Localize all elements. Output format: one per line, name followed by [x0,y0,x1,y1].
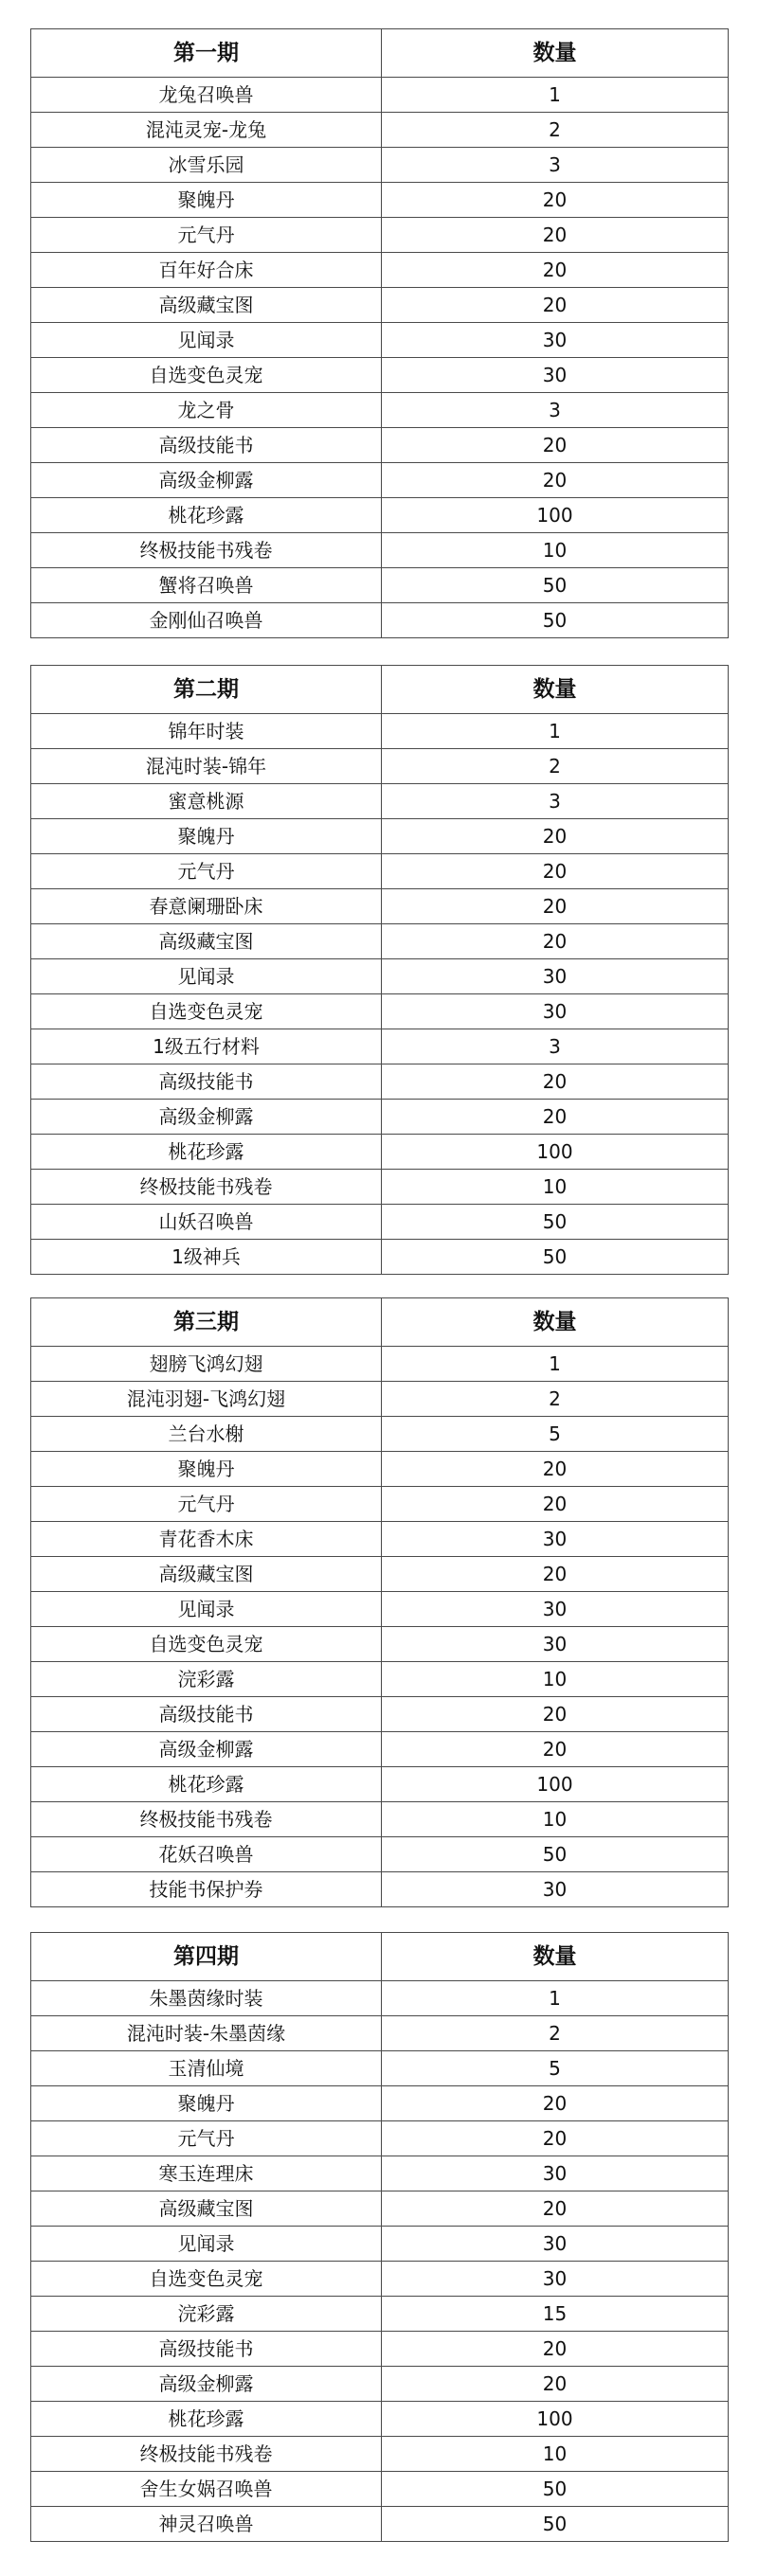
item-quantity-cell: 1 [382,714,729,749]
quantity-header: 数量 [382,1298,729,1347]
table-row [31,1662,729,1697]
item-name-cell: 高级技能书 [31,428,382,463]
table-header-row [31,1298,729,1347]
table-row [31,1767,729,1802]
item-quantity-cell: 30 [382,1627,729,1662]
item-quantity-cell: 20 [382,889,729,924]
item-name-cell: 桃花珍露 [31,1767,382,1802]
table-row [31,1135,729,1170]
item-quantity-cell: 20 [382,1487,729,1522]
item-quantity-cell: 20 [382,1064,729,1100]
item-name-cell: 桃花珍露 [31,1135,382,1170]
item-name-cell: 聚魄丹 [31,1452,382,1487]
item-quantity-cell: 20 [382,924,729,959]
item-name-cell: 元气丹 [31,2121,382,2156]
table-row [31,498,729,533]
period-1-table [30,28,729,638]
table-row [31,1592,729,1627]
item-quantity-cell: 20 [382,183,729,218]
table-row [31,2297,729,2332]
item-name-cell: 元气丹 [31,854,382,889]
period-3-block [30,1297,728,1907]
item-quantity-cell: 20 [382,2332,729,2367]
table-row [31,2262,729,2297]
item-name-cell: 兰台水榭 [31,1417,382,1452]
item-name-cell: 高级技能书 [31,1064,382,1100]
table-row [31,603,729,638]
item-quantity-cell: 20 [382,819,729,854]
item-quantity-cell: 30 [382,323,729,358]
item-quantity-cell: 20 [382,1100,729,1135]
item-quantity-cell: 20 [382,288,729,323]
item-name-cell: 混沌灵宠-龙兔 [31,113,382,148]
item-quantity-cell: 20 [382,2121,729,2156]
item-quantity-cell: 100 [382,1135,729,1170]
table-row [31,2367,729,2402]
item-quantity-cell: 50 [382,1205,729,1240]
item-name-cell: 混沌时装-朱墨茵缘 [31,2016,382,2051]
item-name-cell: 高级技能书 [31,1697,382,1732]
table-row [31,393,729,428]
period-4-block [30,1932,728,2542]
item-name-cell: 翅膀飞鸿幻翅 [31,1347,382,1382]
table-row [31,148,729,183]
item-name-cell: 蟹将召唤兽 [31,568,382,603]
table-row [31,113,729,148]
item-quantity-cell: 100 [382,1767,729,1802]
item-name-cell: 1级五行材料 [31,1029,382,1064]
item-name-cell: 自选变色灵宠 [31,358,382,393]
item-name-cell: 锦年时装 [31,714,382,749]
item-quantity-cell: 30 [382,2262,729,2297]
item-quantity-cell: 30 [382,959,729,994]
item-name-cell: 寒玉连理床 [31,2156,382,2191]
item-name-cell: 浣彩露 [31,2297,382,2332]
table-row [31,749,729,784]
item-quantity-cell: 30 [382,2227,729,2262]
item-quantity-cell: 30 [382,1872,729,1907]
item-quantity-cell: 20 [382,854,729,889]
item-quantity-cell: 50 [382,2507,729,2542]
table-row [31,2437,729,2472]
table-row [31,2086,729,2121]
table-row [31,1732,729,1767]
table-row [31,854,729,889]
item-name-cell: 见闻录 [31,1592,382,1627]
item-quantity-cell: 10 [382,1662,729,1697]
table-header-row [31,1933,729,1981]
item-quantity-cell: 50 [382,1837,729,1872]
item-quantity-cell: 3 [382,148,729,183]
table-row [31,2227,729,2262]
item-quantity-cell: 3 [382,393,729,428]
item-name-cell: 见闻录 [31,2227,382,2262]
item-name-cell: 见闻录 [31,959,382,994]
item-name-cell: 高级技能书 [31,2332,382,2367]
period-4-table [30,1932,729,2542]
quantity-header: 数量 [382,29,729,78]
table-row [31,924,729,959]
item-quantity-cell: 20 [382,218,729,253]
table-row [31,253,729,288]
table-header-row [31,666,729,714]
table-row [31,568,729,603]
table-row [31,1240,729,1275]
period-1-block [30,28,728,638]
item-quantity-cell: 10 [382,533,729,568]
item-quantity-cell: 2 [382,113,729,148]
table-row [31,1522,729,1557]
item-name-cell: 朱墨茵缘时装 [31,1981,382,2016]
item-name-cell: 高级金柳露 [31,1732,382,1767]
table-row [31,1697,729,1732]
item-name-cell: 花妖召唤兽 [31,1837,382,1872]
table-row [31,1100,729,1135]
item-name-cell: 混沌羽翅-飞鸿幻翅 [31,1382,382,1417]
table-row [31,78,729,113]
period-title: 第四期 [31,1933,382,1981]
table-row [31,1347,729,1382]
table-row [31,1487,729,1522]
item-name-cell: 聚魄丹 [31,2086,382,2121]
item-name-cell: 终极技能书残卷 [31,533,382,568]
item-quantity-cell: 10 [382,1170,729,1205]
quantity-header: 数量 [382,1933,729,1981]
item-name-cell: 1级神兵 [31,1240,382,1275]
item-quantity-cell: 100 [382,2402,729,2437]
item-quantity-cell: 20 [382,1732,729,1767]
table-row [31,1382,729,1417]
item-quantity-cell: 10 [382,1802,729,1837]
table-row [31,1170,729,1205]
item-name-cell: 聚魄丹 [31,183,382,218]
table-row [31,183,729,218]
table-row [31,1029,729,1064]
period-title: 第一期 [31,29,382,78]
period-2-table [30,665,729,1275]
item-name-cell: 元气丹 [31,1487,382,1522]
item-name-cell: 春意阑珊卧床 [31,889,382,924]
item-name-cell: 终极技能书残卷 [31,2437,382,2472]
table-row [31,1627,729,1662]
table-row [31,2121,729,2156]
item-quantity-cell: 20 [382,1557,729,1592]
item-name-cell: 山妖召唤兽 [31,1205,382,1240]
table-row [31,714,729,749]
table-row [31,323,729,358]
item-name-cell: 青花香木床 [31,1522,382,1557]
period-title: 第二期 [31,666,382,714]
table-row [31,2051,729,2086]
item-name-cell: 玉清仙境 [31,2051,382,2086]
item-quantity-cell: 50 [382,603,729,638]
table-row [31,819,729,854]
item-name-cell: 聚魄丹 [31,819,382,854]
table-row [31,1557,729,1592]
item-quantity-cell: 20 [382,1697,729,1732]
item-quantity-cell: 30 [382,2156,729,2191]
table-row [31,2507,729,2542]
table-header-row [31,29,729,78]
table-row [31,358,729,393]
item-quantity-cell: 15 [382,2297,729,2332]
item-name-cell: 百年好合床 [31,253,382,288]
table-row [31,1452,729,1487]
item-quantity-cell: 20 [382,428,729,463]
table-row [31,1064,729,1100]
period-3-table [30,1297,729,1907]
item-quantity-cell: 30 [382,1522,729,1557]
item-name-cell: 金刚仙召唤兽 [31,603,382,638]
item-quantity-cell: 3 [382,1029,729,1064]
table-row [31,428,729,463]
item-quantity-cell: 30 [382,358,729,393]
item-name-cell: 高级藏宝图 [31,288,382,323]
item-quantity-cell: 20 [382,1452,729,1487]
item-name-cell: 高级金柳露 [31,1100,382,1135]
table-row [31,1205,729,1240]
item-quantity-cell: 2 [382,2016,729,2051]
item-name-cell: 桃花珍露 [31,2402,382,2437]
item-name-cell: 蜜意桃源 [31,784,382,819]
item-name-cell: 龙兔召唤兽 [31,78,382,113]
table-row [31,1981,729,2016]
table-row [31,2472,729,2507]
item-quantity-cell: 5 [382,2051,729,2086]
table-row [31,1837,729,1872]
item-name-cell: 神灵召唤兽 [31,2507,382,2542]
table-row [31,2191,729,2227]
item-name-cell: 终极技能书残卷 [31,1170,382,1205]
period-2-block [30,665,728,1275]
item-quantity-cell: 100 [382,498,729,533]
item-name-cell: 自选变色灵宠 [31,1627,382,1662]
table-row [31,1417,729,1452]
item-quantity-cell: 20 [382,463,729,498]
item-quantity-cell: 3 [382,784,729,819]
table-row [31,2156,729,2191]
quantity-header: 数量 [382,666,729,714]
item-quantity-cell: 10 [382,2437,729,2472]
item-quantity-cell: 30 [382,994,729,1029]
item-name-cell: 桃花珍露 [31,498,382,533]
table-row [31,288,729,323]
item-name-cell: 自选变色灵宠 [31,2262,382,2297]
item-name-cell: 舍生女娲召唤兽 [31,2472,382,2507]
table-row [31,463,729,498]
item-quantity-cell: 2 [382,1382,729,1417]
table-row [31,994,729,1029]
item-quantity-cell: 2 [382,749,729,784]
item-name-cell: 高级藏宝图 [31,1557,382,1592]
item-quantity-cell: 5 [382,1417,729,1452]
table-row [31,889,729,924]
item-name-cell: 冰雪乐园 [31,148,382,183]
table-row [31,533,729,568]
table-row [31,2332,729,2367]
table-row [31,784,729,819]
item-name-cell: 见闻录 [31,323,382,358]
item-quantity-cell: 30 [382,1592,729,1627]
item-quantity-cell: 50 [382,568,729,603]
item-name-cell: 高级藏宝图 [31,2191,382,2227]
item-name-cell: 浣彩露 [31,1662,382,1697]
item-quantity-cell: 50 [382,1240,729,1275]
item-name-cell: 高级藏宝图 [31,924,382,959]
item-name-cell: 高级金柳露 [31,463,382,498]
table-row [31,1802,729,1837]
item-quantity-cell: 20 [382,2367,729,2402]
item-name-cell: 技能书保护券 [31,1872,382,1907]
table-row [31,1872,729,1907]
item-quantity-cell: 1 [382,1347,729,1382]
item-name-cell: 龙之骨 [31,393,382,428]
item-name-cell: 高级金柳露 [31,2367,382,2402]
table-row [31,218,729,253]
item-name-cell: 元气丹 [31,218,382,253]
item-quantity-cell: 1 [382,78,729,113]
table-row [31,2016,729,2051]
table-row [31,2402,729,2437]
item-quantity-cell: 1 [382,1981,729,2016]
table-row [31,959,729,994]
item-name-cell: 终极技能书残卷 [31,1802,382,1837]
item-quantity-cell: 20 [382,253,729,288]
item-name-cell: 自选变色灵宠 [31,994,382,1029]
period-title: 第三期 [31,1298,382,1347]
item-quantity-cell: 20 [382,2191,729,2227]
item-quantity-cell: 50 [382,2472,729,2507]
item-name-cell: 混沌时装-锦年 [31,749,382,784]
item-quantity-cell: 20 [382,2086,729,2121]
